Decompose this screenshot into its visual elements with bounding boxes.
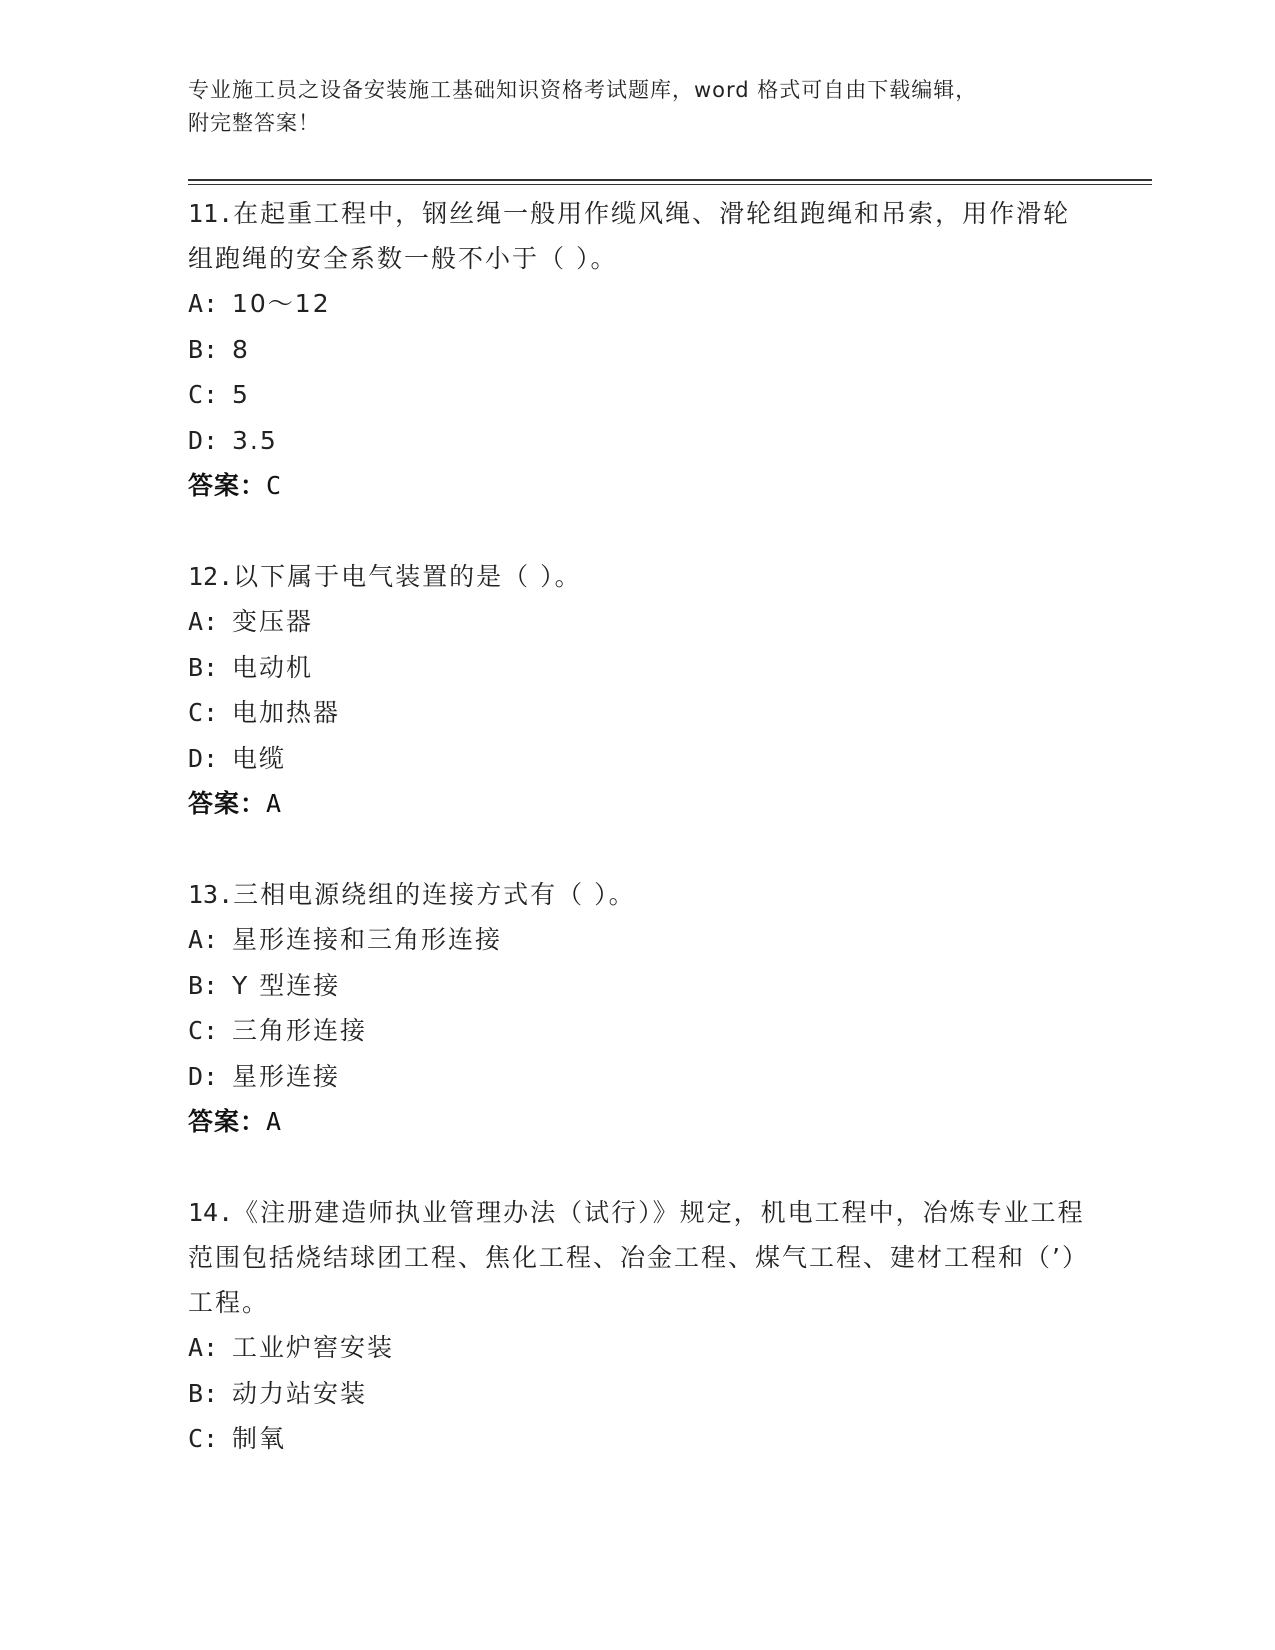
option-text: Y 型连接 (232, 970, 341, 1000)
question-stem: 在起重工程中，钢丝绳一般用作缆风绳、滑轮组跑绳和吊索，用作滑轮组跑绳的安全系数一般不小于（ ）。 (188, 199, 1071, 273)
option-b (188, 1371, 1088, 1417)
option-text: 电动机 (232, 652, 314, 682)
option-key: B: (188, 334, 219, 364)
option-key: B: (188, 652, 219, 682)
answer-line (188, 1099, 1088, 1144)
option-text: 8 (232, 334, 250, 364)
answer-value: C (266, 471, 283, 500)
option-d (188, 736, 1088, 782)
option-key: A: (188, 1333, 219, 1362)
question-number: 11. (188, 199, 234, 228)
option-text: 动力站安装 (232, 1378, 368, 1408)
question-text (188, 872, 1088, 917)
option-a (188, 917, 1088, 963)
question-number: 14. (188, 1198, 234, 1227)
option-text: 星形连接和三角形连接 (232, 925, 503, 954)
option-text: 工业炉窖安装 (232, 1333, 395, 1362)
option-a (188, 281, 1088, 327)
option-d (188, 1054, 1088, 1100)
header-divider-thick (188, 179, 1152, 181)
question-stem: 三相电源绕组的连接方式有（ ）。 (233, 880, 636, 909)
document-header (188, 74, 1088, 140)
header-line-2: 附完整答案！ (188, 111, 320, 135)
option-text: 10～12 (232, 289, 331, 318)
option-c (188, 372, 1088, 418)
question-13 (188, 872, 1088, 1144)
option-b (188, 645, 1088, 691)
answer-label: 答案： (188, 1107, 267, 1136)
question-stem: 《注册建造师执业管理办法（试行）》规定，机电工程中，冶炼专业工程范围包括烧结球团工程、焦化工程、冶金工程、煤气工程、建材工程和（’）工程。 (188, 1198, 1085, 1317)
option-text: 星形连接 (232, 1061, 341, 1091)
answer-value: A (266, 1107, 283, 1136)
option-text: 电加热器 (232, 698, 341, 727)
question-stem: 以下属于电气装置的是（ ）。 (233, 562, 582, 591)
option-c (188, 1416, 1088, 1462)
option-d (188, 418, 1088, 464)
option-text: 变压器 (232, 607, 314, 636)
question-number: 12. (188, 562, 234, 591)
answer-label: 答案： (188, 471, 267, 500)
question-list (188, 191, 1088, 1508)
question-text (188, 554, 1088, 599)
question-text (188, 1190, 1088, 1325)
option-key: D: (188, 1061, 219, 1091)
question-text (188, 191, 1088, 281)
answer-line (188, 781, 1088, 826)
option-c (188, 1008, 1088, 1054)
question-11 (188, 191, 1088, 508)
option-key: B: (188, 970, 219, 1000)
answer-line (188, 463, 1088, 508)
option-text: 制氧 (232, 1424, 287, 1453)
question-number: 13. (188, 880, 234, 909)
option-key: C: (188, 698, 219, 727)
option-key: D: (188, 425, 219, 455)
question-14 (188, 1190, 1088, 1462)
option-a (188, 599, 1088, 645)
question-12 (188, 554, 1088, 826)
option-text: 电缆 (232, 743, 287, 773)
option-text: 三角形连接 (232, 1016, 368, 1045)
option-key: B: (188, 1378, 219, 1408)
option-key: D: (188, 743, 219, 773)
option-b (188, 327, 1088, 373)
option-key: C: (188, 1424, 219, 1453)
option-key: A: (188, 925, 219, 954)
option-key: C: (188, 380, 219, 409)
option-key: A: (188, 289, 219, 318)
option-key: A: (188, 607, 219, 636)
answer-value: A (266, 789, 283, 818)
option-b (188, 963, 1088, 1009)
option-c (188, 690, 1088, 736)
option-a (188, 1325, 1088, 1371)
answer-label: 答案： (188, 789, 267, 818)
option-text: 5 (232, 380, 250, 409)
option-key: C: (188, 1016, 219, 1045)
header-divider-thin (188, 184, 1152, 185)
option-text: 3.5 (232, 425, 278, 455)
header-line-1: 专业施工员之设备安装施工基础知识资格考试题库，word 格式可自由下载编辑， (188, 78, 978, 102)
